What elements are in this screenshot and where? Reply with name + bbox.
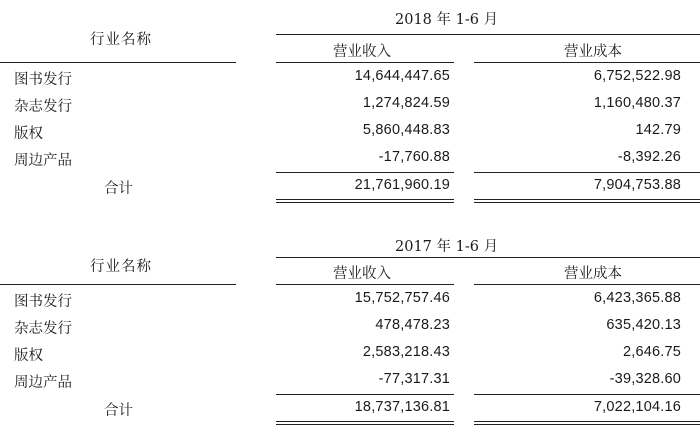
- total-double-rule-right: [474, 199, 700, 203]
- cost-column-header: 营业成本: [564, 44, 622, 60]
- period-header: 2017 年 1-6 月: [395, 239, 499, 255]
- total-revenue-value: 18,737,136.81: [354, 399, 450, 415]
- revenue-value: 15,752,757.46: [354, 290, 450, 306]
- period-underline: [276, 257, 700, 258]
- cost-value: 635,420.13: [606, 317, 681, 333]
- revenue-column-header: 营业收入: [333, 44, 391, 60]
- total-cost-value: 7,904,753.88: [593, 177, 681, 193]
- cost-value: 1,160,480.37: [593, 95, 681, 111]
- revenue-column-header: 营业收入: [333, 266, 391, 282]
- industry-name: 杂志发行: [14, 321, 72, 337]
- industry-name: 图书发行: [14, 294, 72, 310]
- industry-name: 周边产品: [14, 375, 72, 391]
- industry-name: 版权: [14, 126, 43, 142]
- cost-value: -39,328.60: [609, 371, 681, 387]
- header-bottom-rule-left: [0, 62, 236, 63]
- period-header: 2018 年 1-6 月: [395, 12, 499, 28]
- revenue-value: 1,274,824.59: [362, 95, 450, 111]
- revenue-value: 478,478.23: [375, 317, 450, 333]
- cost-value: 2,646.75: [622, 344, 681, 360]
- industry-name-header: 行业名称: [90, 32, 152, 48]
- revenue-value: 2,583,218.43: [362, 344, 450, 360]
- total-row: [0, 395, 700, 422]
- total-revenue-value: 21,761,960.19: [354, 177, 450, 193]
- total-double-rule-mid: [276, 421, 454, 425]
- total-label: 合计: [104, 403, 133, 419]
- revenue-value: 5,860,448.83: [362, 122, 450, 138]
- table-row: [0, 118, 700, 145]
- industry-name: 版权: [14, 348, 43, 364]
- total-row: [0, 173, 700, 200]
- industry-name: 周边产品: [14, 153, 72, 169]
- total-label: 合计: [104, 181, 133, 197]
- header-bottom-rule-right: [474, 62, 700, 63]
- industry-name: 杂志发行: [14, 99, 72, 115]
- table-row: [0, 313, 700, 340]
- industry-name: 图书发行: [14, 72, 72, 88]
- table-row: [0, 64, 700, 91]
- table-row: [0, 340, 700, 367]
- cost-value: 6,423,365.88: [593, 290, 681, 306]
- table-row: [0, 91, 700, 118]
- revenue-value: -77,317.31: [378, 371, 450, 387]
- cost-value: 142.79: [635, 122, 681, 138]
- header-bottom-rule-left: [0, 284, 236, 285]
- revenue-value: 14,644,447.65: [354, 68, 450, 84]
- header-bottom-rule-right: [474, 284, 700, 285]
- period-underline: [276, 34, 700, 35]
- total-cost-value: 7,022,104.16: [593, 399, 681, 415]
- cost-value: 6,752,522.98: [593, 68, 681, 84]
- revenue-value: -17,760.88: [378, 149, 450, 165]
- header-bottom-rule-mid: [276, 62, 454, 63]
- cost-value: -8,392.26: [617, 149, 681, 165]
- industry-name-header: 行业名称: [90, 259, 152, 275]
- header-bottom-rule-mid: [276, 284, 454, 285]
- table-row: [0, 286, 700, 313]
- total-double-rule-right: [474, 421, 700, 425]
- table-row: [0, 145, 700, 172]
- total-double-rule-mid: [276, 199, 454, 203]
- cost-column-header: 营业成本: [564, 266, 622, 282]
- table-row: [0, 367, 700, 394]
